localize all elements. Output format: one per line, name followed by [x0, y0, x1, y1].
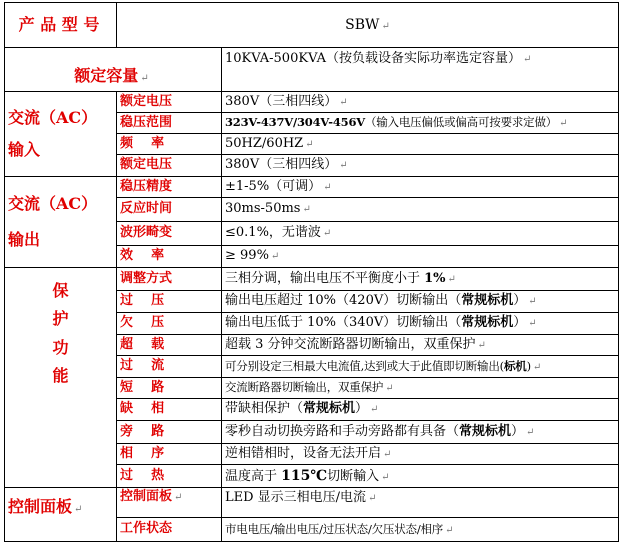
row-label: 欠 压 — [117, 313, 222, 335]
row-label: 反应时间 — [117, 198, 222, 222]
row-label: 相 序 — [117, 444, 222, 465]
row-value: 50HZ/60HZ ↵ — [222, 134, 619, 155]
row-value: 三相分调，输出电压不平衡度小于 1% ↵ — [222, 268, 619, 291]
row-label: 过 压 — [117, 291, 222, 313]
row-label: 额定电压 — [117, 92, 222, 113]
ac-input-label: 交流（AC） 输入 — [5, 92, 117, 177]
table-row — [5, 92, 619, 113]
row-value: 带缺相保护（常规标机） ↵ — [222, 399, 619, 421]
row-label: 频 率 — [117, 134, 222, 155]
table-row — [5, 48, 619, 92]
row-value: 30ms-50ms ↵ — [222, 198, 619, 222]
table-row — [5, 488, 619, 518]
row-value: 交流断路器切断输出，双重保护 ↵ — [222, 378, 619, 399]
row-label: 超 载 — [117, 335, 222, 356]
row-label: 过 流 — [117, 356, 222, 378]
row-value: ±1-5%（可调） ↵ — [222, 177, 619, 198]
row-value: ≤0.1%，无谐波 ↵ — [222, 222, 619, 246]
row-value: 温度高于 115℃切断輸入 ↵ — [222, 465, 619, 488]
model-value: SBW ↵ — [117, 3, 619, 48]
row-value: 可分别设定三相最大电流值,达到或大于此值即切断输出(标机) ↵ — [222, 356, 619, 378]
control-panel-label: 控制面板 ↵ — [5, 488, 117, 542]
row-label: 波形畸变 — [117, 222, 222, 246]
row-value: 323V-437V/304V-456V（输入电压偏低或偏高可按要求定做） ↵ — [222, 113, 619, 134]
spec-table — [4, 2, 619, 542]
capacity-label: 额定容量 ↵ — [5, 48, 222, 92]
capacity-value: 10KVA-500KVA（按负载设备实际功率选定容量） ↵ — [222, 48, 619, 92]
row-value: LED 显示三相电压/电流 ↵ — [222, 488, 619, 518]
row-value: 逆相错相时，设备无法开启 ↵ — [222, 444, 619, 465]
row-value: ≥ 99% ↵ — [222, 246, 619, 268]
row-value: 零秒自动切换旁路和手动旁路都有具备（常规标机） ↵ — [222, 421, 619, 444]
row-value: 市电电压/输出电压/过压状态/欠压状态/相序 ↵ — [222, 518, 619, 542]
row-label: 稳压精度 — [117, 177, 222, 198]
row-label: 效 率 — [117, 246, 222, 268]
table-row — [5, 268, 619, 291]
ac-output-label: 交流（AC） 输出 — [5, 177, 117, 268]
row-label: 额定电压 — [117, 155, 222, 177]
table-row — [5, 3, 619, 48]
protection-label: 保 护 功 能 — [5, 268, 117, 488]
row-label: 控制面板 ↵ — [117, 488, 222, 518]
row-label: 短 路 — [117, 378, 222, 399]
row-value: 380V（三相四线） ↵ — [222, 155, 619, 177]
model-label: 产 品 型 号 — [5, 3, 117, 48]
row-label: 缺 相 — [117, 399, 222, 421]
table-row — [5, 177, 619, 198]
row-label: 工作状态 — [117, 518, 222, 542]
row-label: 稳压范围 — [117, 113, 222, 134]
row-label: 过 热 — [117, 465, 222, 488]
row-value: 超载 3 分钟交流断路器切断输出，双重保护 ↵ — [222, 335, 619, 356]
row-value: 输出电压超过 10%（420V）切断输出（常规标机） ↵ — [222, 291, 619, 313]
row-value: 输出电压低于 10%（340V）切断输出（常规标机） ↵ — [222, 313, 619, 335]
row-label: 旁 路 — [117, 421, 222, 444]
row-label: 调整方式 — [117, 268, 222, 291]
row-value: 380V（三相四线） ↵ — [222, 92, 619, 113]
